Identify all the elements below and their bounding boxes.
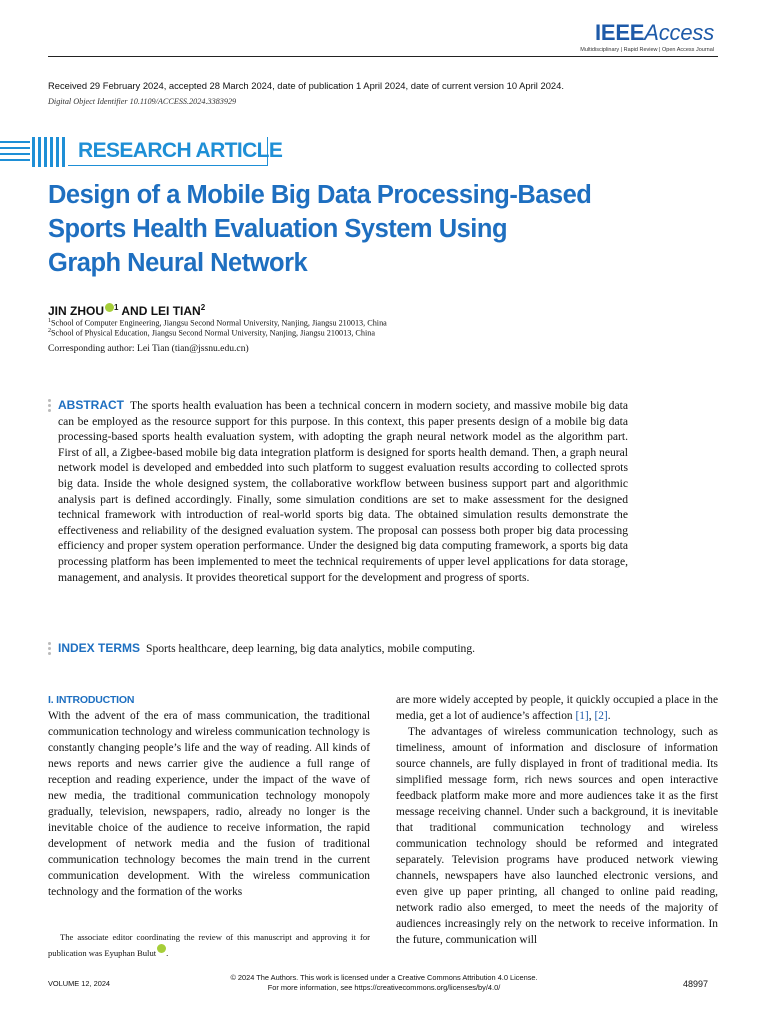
section-dots-icon [48,642,52,657]
left-column [48,692,370,900]
author-affil-marker: 1 [114,303,119,312]
section-dots-icon [48,399,52,414]
citation-link[interactable]: [2] [594,710,608,722]
header-rule [48,56,718,57]
section-heading: I. INTRODUCTION [48,694,135,706]
title-line: Design of a Mobile Big Data Processing-Based [48,181,592,209]
body-paragraph: The advantages of wireless communication technology, such as timeliness, amount of information and disclosure of information source channels, are fully displayed in front of traditional media. Its simplified message form, rich news sources and open interactive feedback platform make more and more audiences take it as the first message receiving channel. Under such a background, it is inevitable that traditional communication technology and wireless communication technology should be reformed and integrated separately. Television programs have produced network viewing channels, newspapers have also launched electronic versions, and even give up paper printing, all changed to online paid reading, network radio also emerged, to meet the needs of the majority of audiences increasingly rely on the network to receive information. In the future, communication will [396,726,718,946]
body-paragraph: With the advent of the era of mass communication, the traditional communication technology and wireless communication technology is constantly changing people’s life and the way of reading. All kinds of news reports and news carrier give the audience a full range of reception and reading experience, under the impact of the wave of new media, the traditional communication technology monopoly gradually, television, newspapers, radio, already no longer is the inevitable choice of the audience to receive information, the rapid development of network media and the fusion of traditional communication technology becomes the main trend in the current communication development. With the wireless communication technology and the formation of the works [48,710,370,898]
license-link[interactable]: For more information, see https://creativecommons.org/licenses/by/4.0/ [267,983,501,992]
author-name: AND LEI TIAN [121,304,201,318]
abstract [58,398,628,585]
abstract-text: The sports health evaluation has been a technical concern in modern society, and massive mobile big data can be employed as the resource support for this purpose. In this context, this paper presents design of a mobile big data processing-based sports health evaluation system, with adopting the graph neural network model as the algorithm part. First of all, a Zigbee-based mobile big data integration platform is designed for sports health demand. Then, a graph neural network model is developed and embedded into such platform to suggest evaluation results according to collected sprots big data. Inside the whole designed system, the collaborative workflow between business support part and algorithmic analysis part is defined accordingly. Finally, some simulation conditions are set to make assessment for the designed technical framework with introduction of real-world sports big data. The obtained simulation results demonstrate the effectiveness and reliability of the designed evaluation system. The proposal can possess both proper big data processing efficiency and proper system operation performance. Under the designed big data computing framework, a sports big data processing platform has been implemented to meet the technical requirements of upper level applications for data storage, management, and analysis. It provides theoretical support for the development and progress of sports. [58,399,628,584]
received-dates: Received 29 February 2024, accepted 28 March 2024, date of publication 1 April 2024, date of current version 10 April 2024. [48,80,564,91]
citation-link[interactable]: [1] [575,710,589,722]
journal-brand [580,20,714,53]
paper-title [48,178,688,280]
doi-line: Digital Object Identifier 10.1109/ACCESS.2024.3383929 [48,97,237,106]
affiliation: $^1$School of Computer Engineering, Jiangsu Second Normal University, Nanjing, Jiangsu 210013, China [48,318,387,328]
author-name: JIN ZHOU [48,304,105,318]
license-line: © 2024 The Authors. This work is licensed under a Creative Commons Attribution 4.0 License. [230,973,538,982]
author-affil-marker: 2 [200,303,206,312]
journal-tagline: Multidisciplinary | Rapid Review | Open Access Journal [580,47,714,53]
index-terms-text: Sports healthcare, deep learning, big data analytics, mobile computing. [146,642,476,655]
orcid-icon[interactable] [105,303,114,312]
banner-stripes-icon [0,137,68,169]
author-list [48,303,205,318]
title-line: Graph Neural Network [48,249,308,277]
body-paragraph: are more widely accepted by people, it quickly occupied a place in the media, get a lot of audience’s affection [1], [2]. [396,694,718,722]
affiliation: $^2$School of Physical Education, Jiangsu Second Normal University, Nanjing, Jiangsu 210013, China [48,328,375,338]
article-type-label: RESEARCH ARTICLE [78,139,283,162]
index-terms-label: INDEX TERMS [58,641,141,655]
footnote: The associate editor coordinating the review of this manuscript and approving it for publication was Eyuphan Bulut . [48,932,370,958]
orcid-icon[interactable] [157,944,166,953]
abstract-label: ABSTRACT [58,398,124,412]
right-column [396,692,718,948]
volume-label: VOLUME 12, 2024 [48,979,111,988]
corresponding-author: Corresponding author: Lei Tian (tian@jssnu.edu.cn) [48,343,249,354]
index-terms [58,641,658,655]
title-line: Sports Health Evaluation System Using [48,215,508,243]
page-number: 48997 [682,979,708,989]
journal-logo: IEEEAccess [594,20,714,45]
